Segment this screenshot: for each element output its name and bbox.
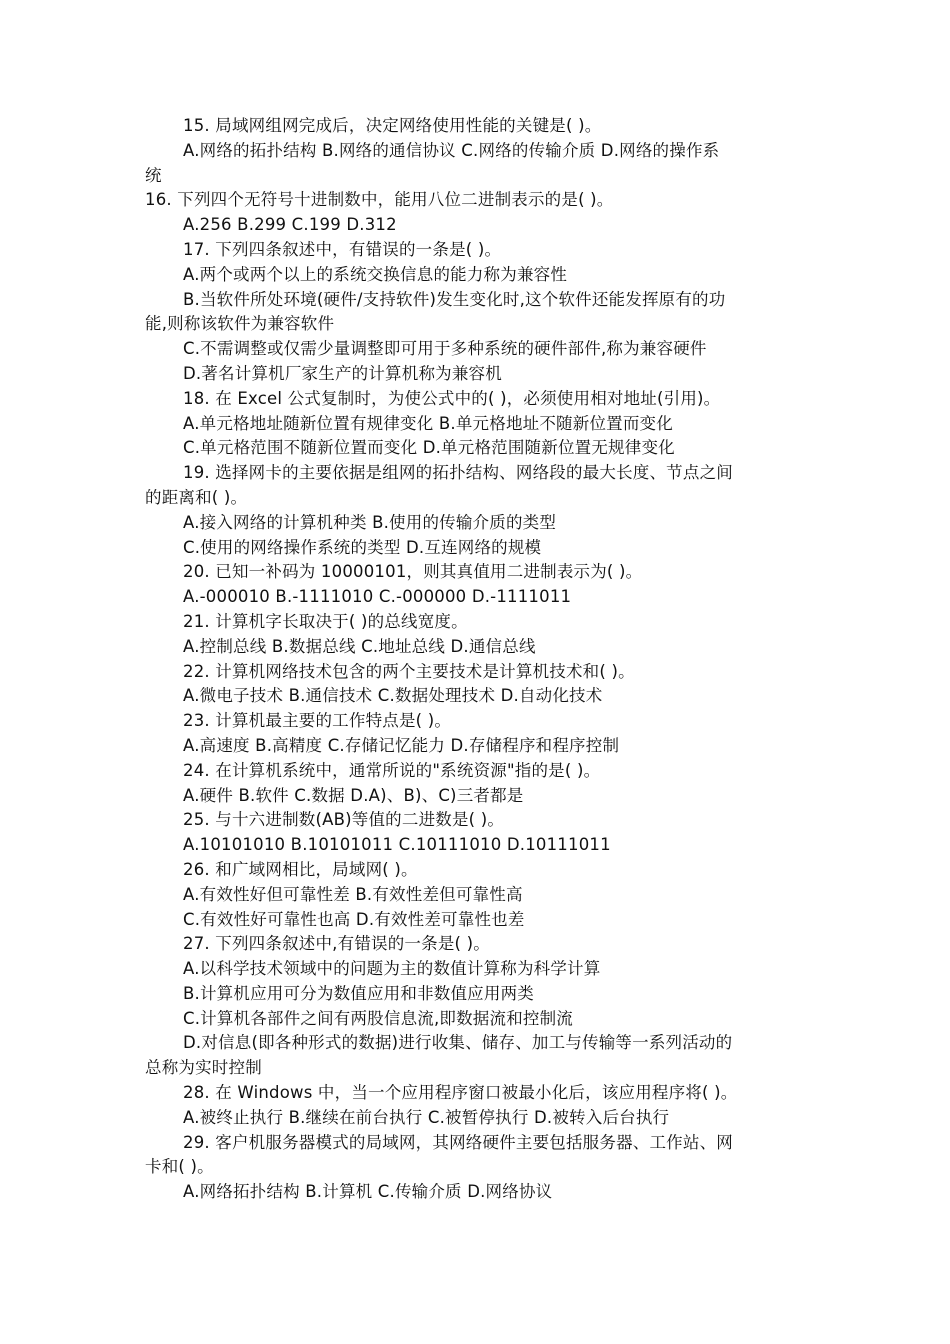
question-15-options: A.网络的拓扑结构 B.网络的通信协议 C.网络的传输介质 D.网络的操作系 <box>183 140 720 160</box>
question-22: 22. 计算机网络技术包含的两个主要技术是计算机技术和( )。 <box>183 661 635 681</box>
question-21: 21. 计算机字长取决于( )的总线宽度。 <box>183 611 468 631</box>
question-27: 27. 下列四条叙述中,有错误的一条是( )。 <box>183 934 490 954</box>
question-17-option-b-cont: 能,则称该软件为兼容软件 <box>145 314 335 334</box>
question-16: 16. 下列四个无符号十进制数中，能用八位二进制表示的是( )。 <box>145 190 614 210</box>
question-29-options: A.网络拓扑结构 B.计算机 C.传输介质 D.网络协议 <box>183 1182 553 1202</box>
question-18-options-cd: C.单元格范围不随新位置而变化 D.单元格范围随新位置无规律变化 <box>183 438 675 458</box>
question-25: 25. 与十六进制数(AB)等值的二进数是( )。 <box>183 810 505 830</box>
question-24: 24. 在计算机系统中，通常所说的"系统资源"指的是( )。 <box>183 760 601 780</box>
question-29: 29. 客户机服务器模式的局域网，其网络硬件主要包括服务器、工作站、网 <box>183 1132 733 1152</box>
question-25-options: A.10101010 B.10101011 C.10111010 D.10111011 <box>183 835 611 855</box>
question-22-options: A.微电子技术 B.通信技术 C.数据处理技术 D.自动化技术 <box>183 686 603 706</box>
question-15: 15. 局域网组网完成后，决定网络使用性能的关键是( )。 <box>183 116 602 135</box>
question-19-options-cd: C.使用的网络操作系统的类型 D.互连网络的规模 <box>183 537 542 557</box>
question-17-option-a: A.两个或两个以上的系统交换信息的能力称为兼容性 <box>183 264 568 284</box>
question-19: 19. 选择网卡的主要依据是组网的拓扑结构、网络段的最大长度、节点之间 <box>183 463 733 483</box>
question-27-option-c: C.计算机各部件之间有两股信息流,即数据流和控制流 <box>183 1008 574 1028</box>
document-body <box>145 114 807 1205</box>
question-17-option-b: B.当软件所处环境(硬件/支持软件)发生变化时,这个软件还能发挥原有的功 <box>183 289 726 309</box>
question-21-options: A.控制总线 B.数据总线 C.地址总线 D.通信总线 <box>183 636 536 656</box>
question-27-option-a: A.以科学技术领域中的问题为主的数值计算称为科学计算 <box>183 959 601 979</box>
question-15-options-cont: 统 <box>145 165 162 185</box>
question-17-option-c: C.不需调整或仅需少量调整即可用于多种系统的硬件部件,称为兼容硬件 <box>183 339 707 359</box>
question-27-option-d-cont: 总称为实时控制 <box>145 1058 262 1078</box>
question-20-options: A.-000010 B.-1111010 C.-000000 D.-1111011 <box>183 587 572 607</box>
question-26-options-cd: C.有效性好可靠性也高 D.有效性差可靠性也差 <box>183 909 525 929</box>
question-18: 18. 在 Excel 公式复制时，为使公式中的( )，必须使用相对地址(引用)。 <box>183 388 721 408</box>
question-26: 26. 和广域网相比，局域网( )。 <box>183 859 418 879</box>
question-24-options: A.硬件 B.软件 C.数据 D.A)、B)、C)三者都是 <box>183 785 524 805</box>
question-18-options-ab: A.单元格地址随新位置有规律变化 B.单元格地址不随新位置而变化 <box>183 413 673 433</box>
question-23-options: A.高速度 B.高精度 C.存储记忆能力 D.存储程序和程序控制 <box>183 735 620 755</box>
question-20: 20. 已知一补码为 10000101，则其真值用二进制表示为( )。 <box>183 562 643 582</box>
question-26-options-ab: A.有效性好但可靠性差 B.有效性差但可靠性高 <box>183 884 523 904</box>
question-27-option-d: D.对信息(即各种形式的数据)进行收集、储存、加工与传输等一系列活动的 <box>183 1033 733 1053</box>
question-19-options-ab: A.接入网络的计算机种类 B.使用的传输介质的类型 <box>183 512 557 532</box>
question-16-options: A.256 B.299 C.199 D.312 <box>183 215 397 235</box>
question-19-cont: 的距离和( )。 <box>145 487 248 507</box>
question-29-cont: 卡和( )。 <box>145 1157 214 1177</box>
question-17: 17. 下列四条叙述中，有错误的一条是( )。 <box>183 239 502 259</box>
question-17-option-d: D.著名计算机厂家生产的计算机称为兼容机 <box>183 363 502 383</box>
question-23: 23. 计算机最主要的工作特点是( )。 <box>183 711 452 731</box>
question-28-options: A.被终止执行 B.继续在前台执行 C.被暂停执行 D.被转入后台执行 <box>183 1107 670 1127</box>
question-27-option-b: B.计算机应用可分为数值应用和非数值应用两类 <box>183 983 534 1003</box>
question-28: 28. 在 Windows 中，当一个应用程序窗口被最小化后，该应用程序将( )。 <box>183 1083 738 1103</box>
